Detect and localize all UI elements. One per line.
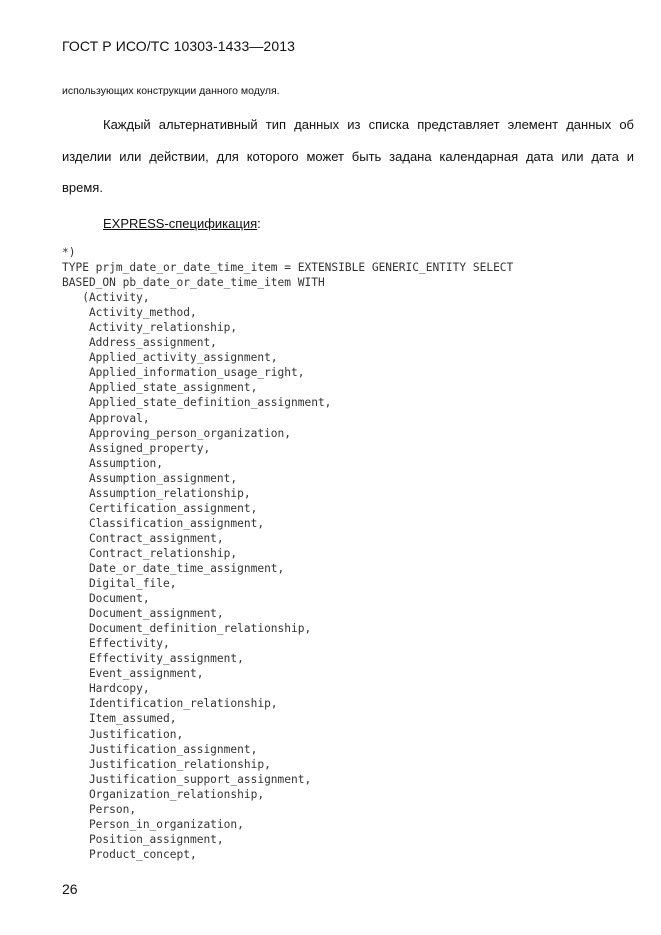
code-line: TYPE prjm_date_or_date_time_item = EXTENSIBLE GENERIC_ENTITY SELECT	[62, 261, 514, 275]
code-line: Person_in_organization,	[62, 817, 244, 831]
code-line: Assumption_assignment,	[62, 471, 238, 485]
paragraph-line: Каждый альтернативный тип данных из списка представляет элемент данных об	[103, 117, 634, 132]
code-line: Applied_state_definition_assignment,	[62, 396, 332, 410]
page-header: ГОСТ Р ИСО/ТС 10303-1433—2013	[62, 38, 295, 54]
code-line: Applied_information_usage_right,	[62, 366, 305, 380]
code-line: Document,	[62, 592, 150, 606]
code-line: Approving_person_organization,	[62, 426, 292, 440]
code-line: Justification_assignment,	[62, 742, 258, 756]
code-line: Identification_relationship,	[62, 697, 278, 711]
code-line: Justification_support_assignment,	[62, 772, 312, 786]
code-line: Person,	[62, 802, 137, 816]
code-line: Contract_relationship,	[62, 546, 238, 560]
page-number: 26	[62, 881, 78, 897]
code-line: Certification_assignment,	[62, 501, 258, 515]
code-line: Document_definition_relationship,	[62, 622, 312, 636]
code-line: BASED_ON pb_date_or_date_time_item WITH	[62, 276, 325, 290]
code-line: Digital_file,	[62, 577, 177, 591]
code-line: (Activity,	[62, 291, 150, 305]
express-code-block	[62, 245, 513, 862]
code-line: Position_assignment,	[62, 832, 224, 846]
code-line: Classification_assignment,	[62, 516, 265, 530]
express-spec-label: EXPRESS-спецификация	[103, 216, 258, 231]
code-line: Hardcopy,	[62, 682, 150, 696]
express-spec-heading	[103, 216, 261, 231]
code-line: Approval,	[62, 411, 150, 425]
code-line: Organization_relationship,	[62, 787, 265, 801]
code-line: Activity_relationship,	[62, 321, 238, 335]
code-line: Date_or_date_time_assignment,	[62, 561, 285, 575]
code-line: Justification,	[62, 727, 184, 741]
code-line: Document_assignment,	[62, 607, 224, 621]
code-line: Assumption,	[62, 456, 164, 470]
code-line: Applied_activity_assignment,	[62, 351, 278, 365]
code-line: Applied_state_assignment,	[62, 381, 258, 395]
paragraph-line: время.	[62, 180, 103, 195]
code-line: Effectivity_assignment,	[62, 652, 244, 666]
code-line: Event_assignment,	[62, 667, 204, 681]
code-line: *)	[62, 246, 76, 259]
code-line: Justification_relationship,	[62, 757, 271, 771]
code-line: Contract_assignment,	[62, 531, 224, 545]
paragraph-line: изделии или действии, для которого может быть задана календарная дата или дата и	[62, 149, 634, 164]
code-line: Activity_method,	[62, 306, 197, 320]
continuation-text: использующих конструкции данного модуля.	[62, 85, 280, 97]
code-line: Item_assumed,	[62, 712, 177, 726]
code-line: Effectivity,	[62, 637, 170, 651]
code-line: Assigned_property,	[62, 441, 211, 455]
code-line: Product_concept,	[62, 847, 197, 861]
express-spec-colon: :	[257, 216, 261, 231]
code-line: Assumption_relationship,	[62, 486, 251, 500]
code-line: Address_assignment,	[62, 336, 217, 350]
